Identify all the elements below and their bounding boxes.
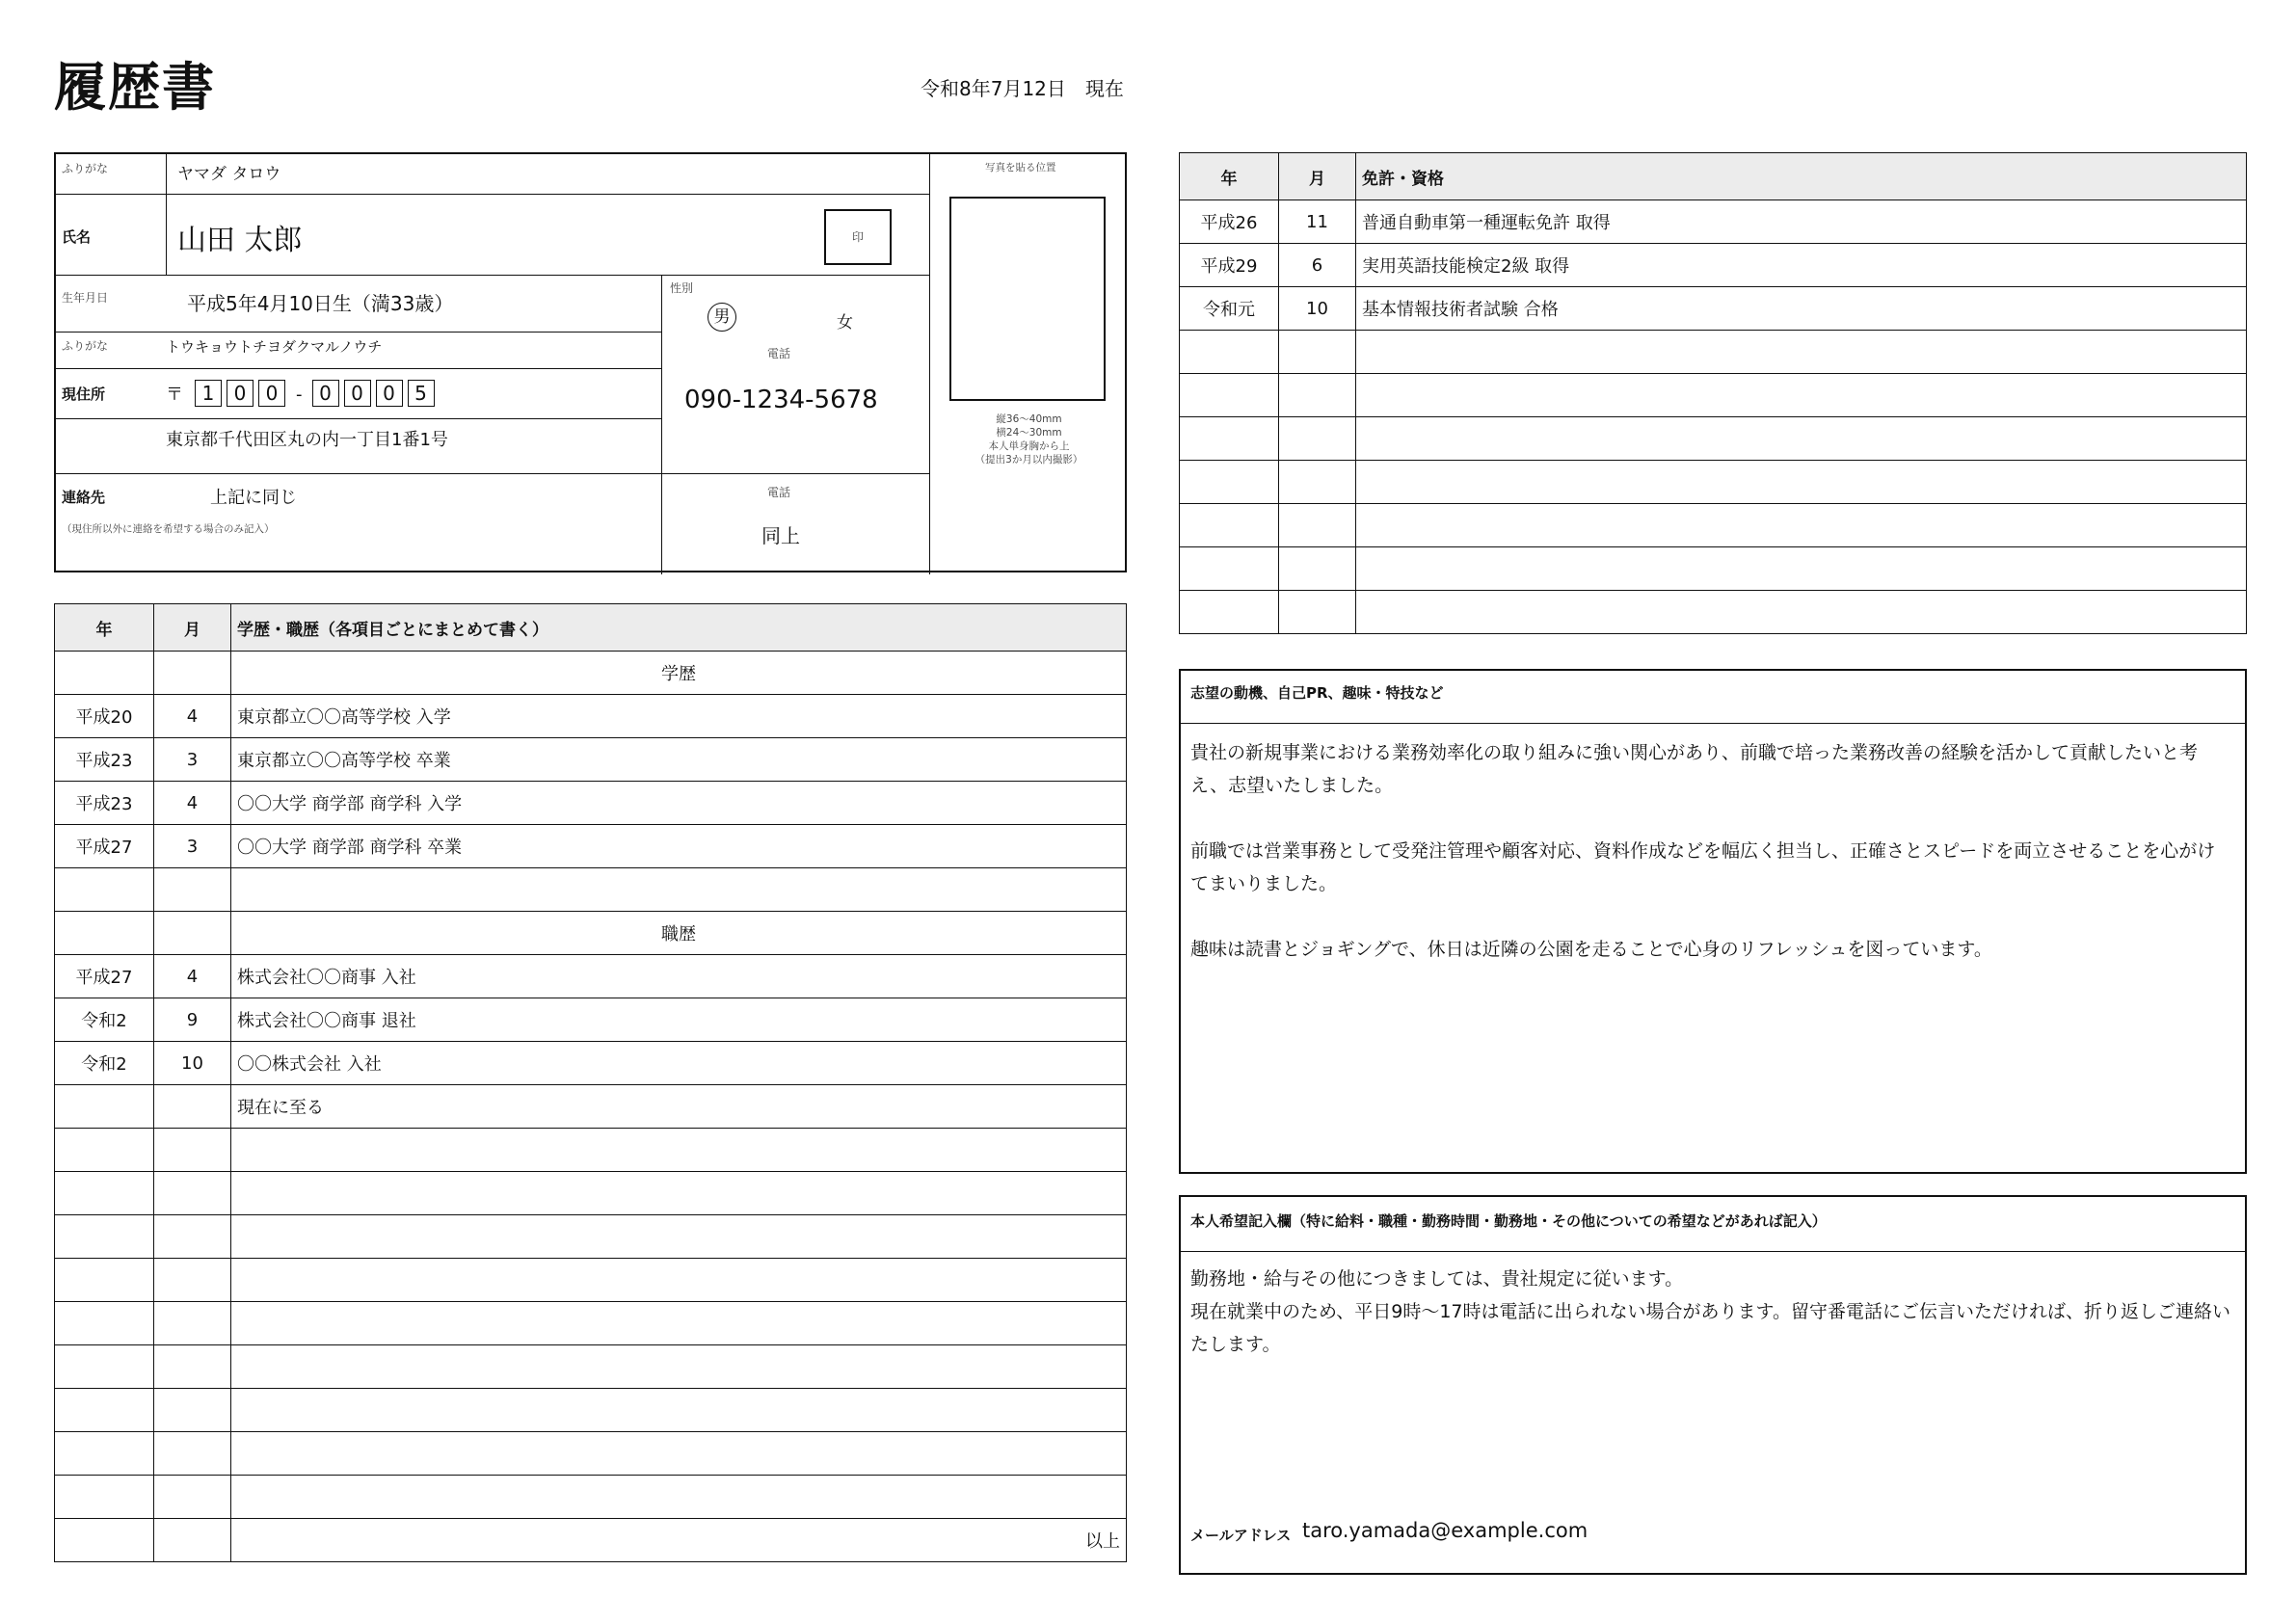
history-month-cell: 4 <box>154 782 231 825</box>
wishes-text <box>1190 1263 2231 1361</box>
history-year-cell: 平成23 <box>55 738 154 782</box>
license-content-cell <box>1356 331 2247 374</box>
license-row <box>1180 200 2247 244</box>
history-content-cell <box>231 1302 1127 1345</box>
history-year-cell <box>55 1519 154 1562</box>
history-row <box>55 1476 1127 1519</box>
history-row <box>55 1302 1127 1345</box>
license-row <box>1180 504 2247 547</box>
wishes-label: 本人希望記入欄（特に給料・職種・勤務時間・勤務地・その他についての希望などがあれば記入） <box>1190 1212 1827 1230</box>
license-year-cell: 平成29 <box>1180 244 1279 287</box>
history-content-cell: 現在に至る <box>231 1085 1127 1129</box>
history-month-cell <box>154 652 231 695</box>
address-furigana: トウキョウトチヨダクマルノウチ <box>166 338 383 356</box>
photo-note <box>929 412 1129 466</box>
history-month-cell: 4 <box>154 955 231 998</box>
history-year-cell <box>55 1085 154 1129</box>
license-year-cell <box>1180 417 1279 461</box>
phone-label: 電話 <box>767 347 791 360</box>
history-row <box>55 1389 1127 1432</box>
license-month-cell <box>1279 504 1356 547</box>
history-year-cell <box>55 868 154 912</box>
history-year-cell <box>55 1345 154 1389</box>
history-year-cell: 平成23 <box>55 782 154 825</box>
history-content-cell <box>231 1215 1127 1259</box>
history-content-cell: 〇〇大学 商学部 商学科 入学 <box>231 782 1127 825</box>
license-year-cell <box>1180 591 1279 634</box>
history-year-cell <box>55 652 154 695</box>
history-row <box>55 1259 1127 1302</box>
postal-digit: 0 <box>344 380 371 407</box>
license-year-cell <box>1180 374 1279 417</box>
history-month-cell: 10 <box>154 1042 231 1085</box>
motivation-box <box>1179 669 2247 1174</box>
history-month-cell <box>154 1129 231 1172</box>
license-year-cell <box>1180 547 1279 591</box>
license-month-cell: 10 <box>1279 287 1356 331</box>
history-year-cell: 平成27 <box>55 825 154 868</box>
address-furigana-label: ふりがな <box>62 339 109 353</box>
photo-note-line: （提出3か月以内撮影） <box>974 454 1083 466</box>
history-content-cell <box>231 1432 1127 1476</box>
history-row <box>55 1215 1127 1259</box>
license-row <box>1180 461 2247 504</box>
license-content-cell: 普通自動車第一種運転免許 取得 <box>1356 200 2247 244</box>
history-month-cell <box>154 1215 231 1259</box>
history-row <box>55 825 1127 868</box>
history-year-cell <box>55 1476 154 1519</box>
license-content-cell <box>1356 547 2247 591</box>
wishes-box <box>1179 1195 2247 1575</box>
email-address: taro.yamada@example.com <box>1302 1519 1589 1542</box>
history-content-cell: 職歴 <box>231 912 1127 955</box>
postal-digit: 0 <box>312 380 339 407</box>
photo-note-line: 本人単身胸から上 <box>988 440 1070 452</box>
history-row <box>55 1172 1127 1215</box>
history-content-cell <box>231 1129 1127 1172</box>
history-header-row <box>55 604 1127 652</box>
license-year-cell <box>1180 461 1279 504</box>
history-header-content: 学歴・職歴（各項目ごとにまとめて書く） <box>231 604 1127 652</box>
license-row <box>1180 591 2247 634</box>
photo-label: 写真を貼る位置 <box>985 162 1056 173</box>
license-content-cell <box>1356 374 2247 417</box>
text-paragraph: 前職では営業事務として受発注管理や顧客対応、資料作成などを幅広く担当し、正確さとスピードを両立させることを心がけてまいりました。 <box>1190 840 2216 894</box>
license-row <box>1180 417 2247 461</box>
license-content-cell <box>1356 417 2247 461</box>
photo-note-line: 縦36～40mm <box>996 413 1062 425</box>
license-year-cell <box>1180 331 1279 374</box>
license-month-cell <box>1279 331 1356 374</box>
license-year-cell: 令和元 <box>1180 287 1279 331</box>
document-date: 令和8年7月12日 現在 <box>921 77 1124 100</box>
license-month-cell <box>1279 374 1356 417</box>
history-year-cell: 平成20 <box>55 695 154 738</box>
photo-frame <box>949 197 1106 401</box>
name-label: 氏名 <box>62 228 92 246</box>
history-month-cell <box>154 1432 231 1476</box>
history-month-cell <box>154 1172 231 1215</box>
contact-value: 上記に同じ <box>210 488 297 508</box>
history-content-cell: 〇〇大学 商学部 商学科 卒業 <box>231 825 1127 868</box>
seal-box: 印 <box>824 209 892 265</box>
address-label: 現住所 <box>62 386 106 403</box>
history-month-cell <box>154 1519 231 1562</box>
history-content-cell <box>231 1172 1127 1215</box>
history-row <box>55 1129 1127 1172</box>
birth-date: 平成5年4月10日生（満33歳） <box>187 292 454 315</box>
history-month-cell: 9 <box>154 998 231 1042</box>
history-content-cell <box>231 1259 1127 1302</box>
history-content-cell: 以上 <box>231 1519 1127 1562</box>
history-row <box>55 1519 1127 1562</box>
license-row <box>1180 374 2247 417</box>
phone-number: 090-1234-5678 <box>684 386 878 414</box>
postal-digit: 5 <box>408 380 435 407</box>
gender-label: 性別 <box>670 281 694 295</box>
text-paragraph: 現在就業中のため、平日9時～17時は電話に出られない場合があります。留守番電話にご伝言いただければ、折り返しご連絡いたします。 <box>1190 1301 2230 1355</box>
contact-label: 連絡先 <box>62 489 106 506</box>
license-row <box>1180 547 2247 591</box>
history-year-cell: 令和2 <box>55 998 154 1042</box>
history-content-cell: 〇〇株式会社 入社 <box>231 1042 1127 1085</box>
postal-digit: 0 <box>258 380 285 407</box>
license-content-cell <box>1356 504 2247 547</box>
history-month-cell: 3 <box>154 738 231 782</box>
history-row <box>55 1085 1127 1129</box>
history-header-month: 月 <box>154 604 231 652</box>
license-content-cell: 実用英語技能検定2級 取得 <box>1356 244 2247 287</box>
history-row <box>55 1345 1127 1389</box>
license-header-month: 月 <box>1279 153 1356 200</box>
history-month-cell <box>154 1259 231 1302</box>
history-content-cell: 学歴 <box>231 652 1127 695</box>
history-year-cell: 平成27 <box>55 955 154 998</box>
name-furigana: ヤマダ タロウ <box>177 165 281 184</box>
history-content-cell <box>231 1476 1127 1519</box>
history-row <box>55 955 1127 998</box>
history-row <box>55 738 1127 782</box>
license-header-content: 免許・資格 <box>1356 153 2247 200</box>
contact-note: （現住所以外に連絡を希望する場合のみ記入） <box>62 523 275 535</box>
postal-code <box>166 380 440 407</box>
furigana-label: ふりがな <box>62 162 109 175</box>
text-paragraph: 貴社の新規事業における業務効率化の取り組みに強い関心があり、前職で培った業務改善の経験を活かして貢献したいと考え、志望いたしました。 <box>1190 742 2199 796</box>
postal-digit: 0 <box>227 380 254 407</box>
history-row <box>55 998 1127 1042</box>
gender-male <box>707 303 736 332</box>
text-paragraph: 趣味は読書とジョギングで、休日は近隣の公園を走ることで心身のリフレッシュを図っています。 <box>1190 939 1992 960</box>
photo-note-line: 横24～30mm <box>996 427 1062 439</box>
personal-info-box <box>54 152 1127 572</box>
license-month-cell: 11 <box>1279 200 1356 244</box>
contact-phone: 同上 <box>761 524 800 547</box>
motivation-label: 志望の動機、自己PR、趣味・特技など <box>1190 684 1444 702</box>
history-year-cell <box>55 1302 154 1345</box>
history-content-cell <box>231 1345 1127 1389</box>
license-header-year: 年 <box>1180 153 1279 200</box>
postal-digit: 0 <box>376 380 403 407</box>
license-content-cell <box>1356 591 2247 634</box>
license-year-cell: 平成26 <box>1180 200 1279 244</box>
gender-male-circle: 男 <box>707 303 736 332</box>
history-month-cell <box>154 868 231 912</box>
license-content-cell <box>1356 461 2247 504</box>
text-paragraph: 勤務地・給与その他につきましては、貴社規定に従います。 <box>1190 1268 1684 1290</box>
history-month-cell <box>154 1345 231 1389</box>
history-month-cell: 3 <box>154 825 231 868</box>
document-title: 履歴書 <box>54 57 216 118</box>
history-year-cell <box>55 1215 154 1259</box>
postal-dash: - <box>296 385 303 405</box>
license-month-cell <box>1279 417 1356 461</box>
address: 東京都千代田区丸の内一丁目1番1号 <box>166 430 448 450</box>
history-year-cell <box>55 1259 154 1302</box>
license-month-cell: 6 <box>1279 244 1356 287</box>
history-month-cell <box>154 1085 231 1129</box>
postal-mark: 〒 <box>166 385 183 405</box>
full-name: 山田 太郎 <box>177 224 303 257</box>
postal-digit: 1 <box>195 380 222 407</box>
email-label: メールアドレス <box>1190 1527 1292 1544</box>
license-content-cell: 基本情報技術者試験 合格 <box>1356 287 2247 331</box>
history-row <box>55 1432 1127 1476</box>
history-year-cell <box>55 1172 154 1215</box>
history-row <box>55 782 1127 825</box>
history-content-cell: 東京都立〇〇高等学校 卒業 <box>231 738 1127 782</box>
history-row <box>55 912 1127 955</box>
license-row <box>1180 287 2247 331</box>
license-header-row <box>1180 153 2247 200</box>
motivation-text <box>1190 736 2231 966</box>
history-month-cell <box>154 1476 231 1519</box>
history-content-cell: 株式会社〇〇商事 入社 <box>231 955 1127 998</box>
history-year-cell <box>55 1129 154 1172</box>
contact-phone-label: 電話 <box>767 486 791 499</box>
history-content-cell: 東京都立〇〇高等学校 入学 <box>231 695 1127 738</box>
license-month-cell <box>1279 591 1356 634</box>
history-content-cell: 株式会社〇〇商事 退社 <box>231 998 1127 1042</box>
history-year-cell <box>55 912 154 955</box>
license-year-cell <box>1180 504 1279 547</box>
history-month-cell <box>154 1389 231 1432</box>
history-content-cell <box>231 868 1127 912</box>
history-content-cell <box>231 1389 1127 1432</box>
license-row <box>1180 331 2247 374</box>
history-year-cell: 令和2 <box>55 1042 154 1085</box>
history-row <box>55 652 1127 695</box>
history-header-year: 年 <box>55 604 154 652</box>
history-table <box>54 603 1127 1562</box>
history-year-cell <box>55 1389 154 1432</box>
history-year-cell <box>55 1432 154 1476</box>
history-row <box>55 695 1127 738</box>
birth-label: 生年月日 <box>62 291 109 305</box>
history-month-cell <box>154 912 231 955</box>
gender-female: 女 <box>837 313 853 333</box>
history-row <box>55 1042 1127 1085</box>
license-month-cell <box>1279 547 1356 591</box>
license-month-cell <box>1279 461 1356 504</box>
license-table <box>1179 152 2247 634</box>
license-row <box>1180 244 2247 287</box>
history-month-cell <box>154 1302 231 1345</box>
history-row <box>55 868 1127 912</box>
history-month-cell: 4 <box>154 695 231 738</box>
